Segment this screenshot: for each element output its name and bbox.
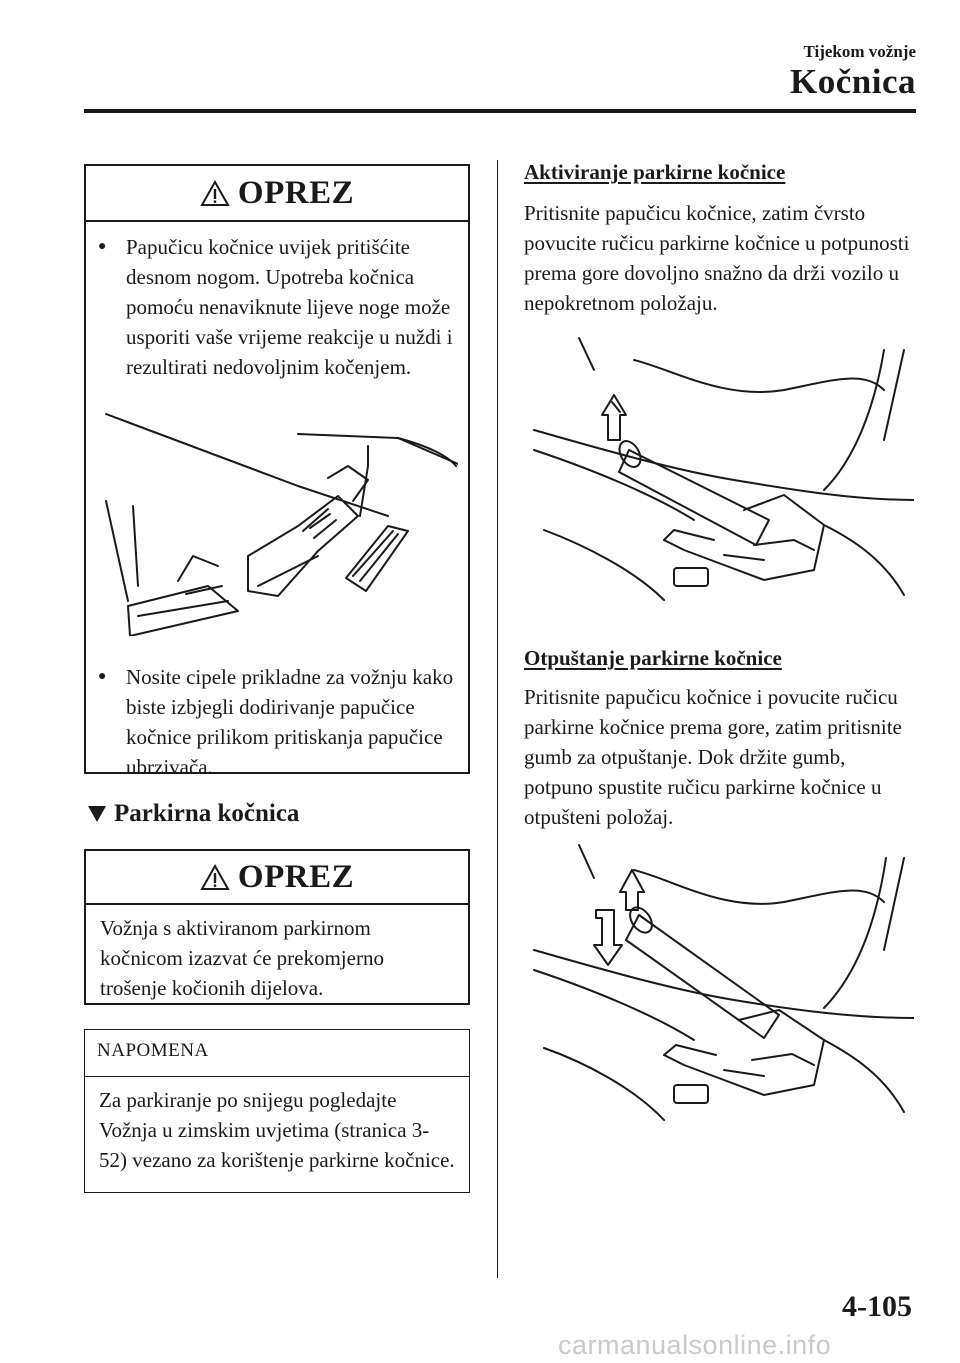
caution-box-parking <box>84 849 470 1005</box>
note-text: Za parkiranje po snijegu pogledajte Vožnja u zimskim uvjetima (stranica 3-52) vezano za korištenje parkirne kočnice. <box>99 1088 455 1172</box>
note-box <box>84 1029 470 1193</box>
header-rule <box>84 109 916 113</box>
caution-bullet: ● Papučicu kočnice uvijek pritišćite desnom nogom. Upotreba kočnica pomoću nenaviknute lijeve noge može usporiti vaše vrijeme reakcije u nuždi i rezultirati nedovoljnim kočenjem. <box>98 232 456 382</box>
apply-text: Pritisnite papučicu kočnice, zatim čvrsto povucite ručicu parkirne kočnice u potpunosti prema gore dovoljno snažno da drži vozilo u nepokretnom položaju. <box>524 201 910 315</box>
bullet-dot-icon: ● <box>98 669 107 684</box>
release-text: Pritisnite papučicu kočnice i povucite ručicu parkirne kočnice prema gore, zatim pritisnite gumb za otpuštanje. Dok držite gumb, potpuno spustite ručicu parkirne kočnice u otpušteni položaj. <box>524 685 902 829</box>
page-number: 4-105 <box>842 1290 912 1323</box>
pedal-foot-illustration <box>98 406 458 636</box>
down-triangle-icon <box>88 806 106 822</box>
caution-text: Vožnja s aktiviranom parkirnom kočnicom izazvat će prekomjerno trošenje kočionih dijelova. <box>100 916 384 1000</box>
caution-header <box>86 166 468 222</box>
note-title: NAPOMENA <box>85 1030 469 1077</box>
caution-header <box>86 851 468 905</box>
parking-brake-release-illustration <box>524 840 914 1130</box>
column-divider <box>497 160 498 1278</box>
chapter-title: Tijekom vožnje <box>803 42 916 61</box>
warning-triangle-icon <box>200 864 230 891</box>
subheading-release: Otpuštanje parkirne kočnice <box>524 646 782 670</box>
bullet-dot-icon: ● <box>98 239 107 254</box>
watermark: carmanualsonline.info <box>558 1330 832 1360</box>
caution-title: OPREZ <box>237 858 355 895</box>
caution-box-pedal <box>84 164 470 779</box>
page-section-title: Kočnica <box>790 62 916 101</box>
warning-triangle-icon <box>200 180 230 207</box>
caution-bullet: ● Nosite cipele prikladne za vožnju kako biste izbjegli dodirivanje papučice kočnice prilikom pritiskanja papučice ubrzivača. <box>98 662 456 782</box>
section-heading-parking-brake: Parkirna kočnica <box>88 800 299 828</box>
caution-title: OPREZ <box>237 174 355 211</box>
parking-brake-apply-illustration <box>524 330 914 610</box>
subheading-apply: Aktiviranje parkirne kočnice <box>524 160 786 184</box>
